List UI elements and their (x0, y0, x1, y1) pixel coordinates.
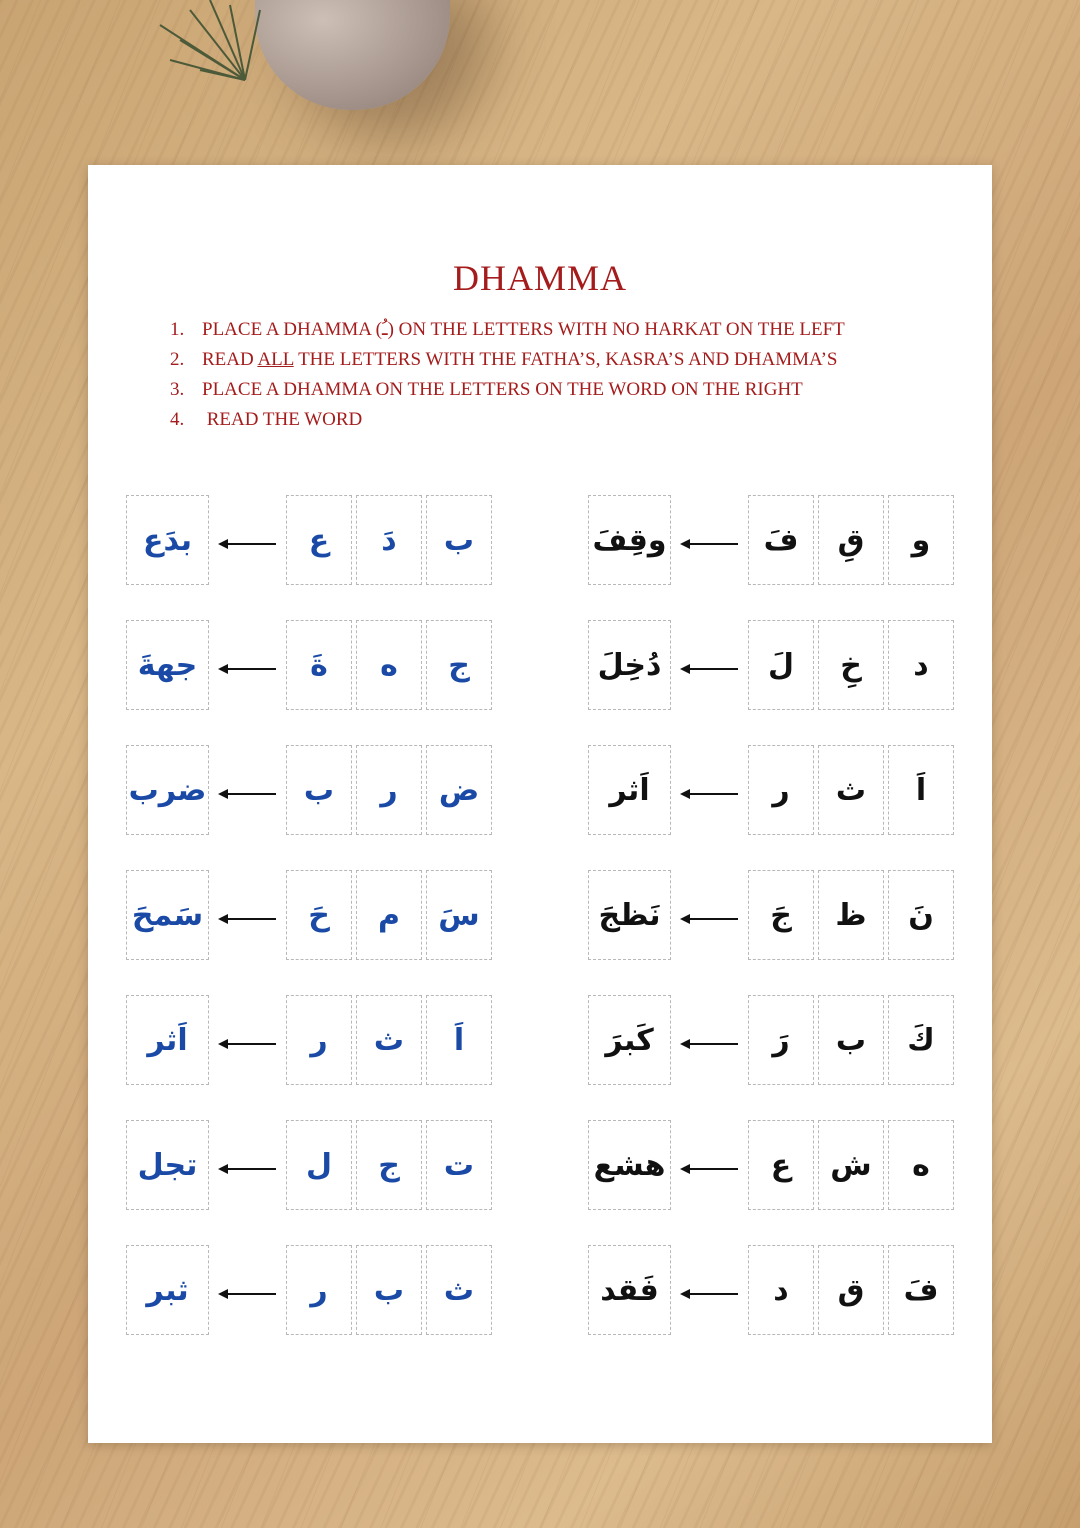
word-box[interactable]: فَقد (588, 1245, 671, 1335)
letter-box[interactable]: قِ (818, 495, 884, 585)
letter-box[interactable]: رَ (748, 995, 814, 1085)
letter-box[interactable]: ث (426, 1245, 492, 1335)
word-box[interactable]: تجل (126, 1120, 209, 1210)
word-box[interactable]: اَثر (126, 995, 209, 1085)
word-box[interactable]: ثبر (126, 1245, 209, 1335)
letter-box[interactable]: ث (818, 745, 884, 835)
letter-box[interactable]: ر (748, 745, 814, 835)
letter-box[interactable]: د (748, 1245, 814, 1335)
instruction-item (170, 375, 845, 405)
right-exercise-row (88, 1120, 992, 1212)
instruction-emphasis: ALL (257, 349, 294, 370)
instruction-text: THE LETTERS WITH THE FATHA’S, KASRA’S AND DHAMMA’S (293, 349, 838, 370)
letter-box[interactable]: ع (286, 495, 352, 585)
arrow-left-icon (680, 914, 740, 924)
letter-box[interactable]: اَ (426, 995, 492, 1085)
right-exercise-row (88, 495, 992, 587)
letter-box[interactable]: ت (426, 1120, 492, 1210)
arrow-left-icon (680, 789, 740, 799)
letter-box[interactable]: ش (818, 1120, 884, 1210)
word-box[interactable]: نَظجَ (588, 870, 671, 960)
word-box[interactable]: دُخِلَ (588, 620, 671, 710)
letter-box[interactable]: خِ (818, 620, 884, 710)
word-box[interactable]: سَمحَ (126, 870, 209, 960)
instructions-list (170, 315, 845, 435)
instruction-number: 3. (170, 379, 185, 400)
instruction-number: 1. (170, 319, 185, 340)
word-box[interactable]: بدَع (126, 495, 209, 585)
letter-box[interactable]: ج (356, 1120, 422, 1210)
letter-box[interactable]: ه (356, 620, 422, 710)
letter-box[interactable]: ر (356, 745, 422, 835)
letter-box[interactable]: فَ (748, 495, 814, 585)
letter-box[interactable]: كَ (888, 995, 954, 1085)
instruction-item (170, 315, 845, 345)
word-box[interactable]: اَثر (588, 745, 671, 835)
word-box[interactable]: ضرب (126, 745, 209, 835)
instruction-text: READ (202, 349, 258, 370)
right-exercise-row (88, 1245, 992, 1337)
letter-box[interactable]: ق (818, 1245, 884, 1335)
arrow-left-icon (680, 1164, 740, 1174)
instruction-text: PLACE A DHAMMA ON THE LETTERS ON THE WORD ON THE RIGHT (202, 379, 803, 400)
word-box[interactable]: جهةَ (126, 620, 209, 710)
instruction-number: 4. (170, 409, 185, 430)
letter-box[interactable]: سَ (426, 870, 492, 960)
right-exercise-row (88, 995, 992, 1087)
worksheet-title: DHAMMA (452, 258, 627, 298)
plant-decoration (150, 0, 290, 90)
worksheet-page (88, 165, 992, 1443)
arrow-left-icon (680, 1289, 740, 1299)
instruction-item (170, 405, 845, 435)
arrow-left-icon (680, 664, 740, 674)
right-exercise-row (88, 620, 992, 712)
letter-box[interactable]: ر (286, 995, 352, 1085)
letter-box[interactable]: ب (426, 495, 492, 585)
arrow-left-icon (680, 1039, 740, 1049)
instruction-text: PLACE A DHAMMA (ـُ) ON THE LETTERS WITH NO HARKAT ON THE LEFT (202, 319, 845, 340)
instruction-text: READ THE WORD (202, 409, 363, 430)
word-box[interactable]: كَبرَ (588, 995, 671, 1085)
word-box[interactable]: هشع (588, 1120, 671, 1210)
letter-box[interactable]: نَ (888, 870, 954, 960)
letter-box[interactable]: ج (426, 620, 492, 710)
letter-box[interactable]: ةَ (286, 620, 352, 710)
right-exercise-row (88, 870, 992, 962)
instruction-item (170, 345, 845, 375)
letter-box[interactable]: ظ (818, 870, 884, 960)
letter-box[interactable]: ب (286, 745, 352, 835)
word-box[interactable]: وقِفَ (588, 495, 671, 585)
arrow-left-icon (680, 539, 740, 549)
letter-box[interactable]: فَ (888, 1245, 954, 1335)
letter-box[interactable]: ل (286, 1120, 352, 1210)
letter-box[interactable]: ه (888, 1120, 954, 1210)
letter-box[interactable]: لَ (748, 620, 814, 710)
letter-box[interactable]: دَ (356, 495, 422, 585)
instruction-number: 2. (170, 349, 185, 370)
letter-box[interactable]: ع (748, 1120, 814, 1210)
right-exercise-row (88, 745, 992, 837)
letter-box[interactable]: حَ (286, 870, 352, 960)
letter-box[interactable]: ب (356, 1245, 422, 1335)
letter-box[interactable]: م (356, 870, 422, 960)
letter-box[interactable]: ض (426, 745, 492, 835)
letter-box[interactable]: ب (818, 995, 884, 1085)
letter-box[interactable]: ر (286, 1245, 352, 1335)
letter-box[interactable]: د (888, 620, 954, 710)
letter-box[interactable]: اَ (888, 745, 954, 835)
letter-box[interactable]: جَ (748, 870, 814, 960)
letter-box[interactable]: ث (356, 995, 422, 1085)
letter-box[interactable]: و (888, 495, 954, 585)
